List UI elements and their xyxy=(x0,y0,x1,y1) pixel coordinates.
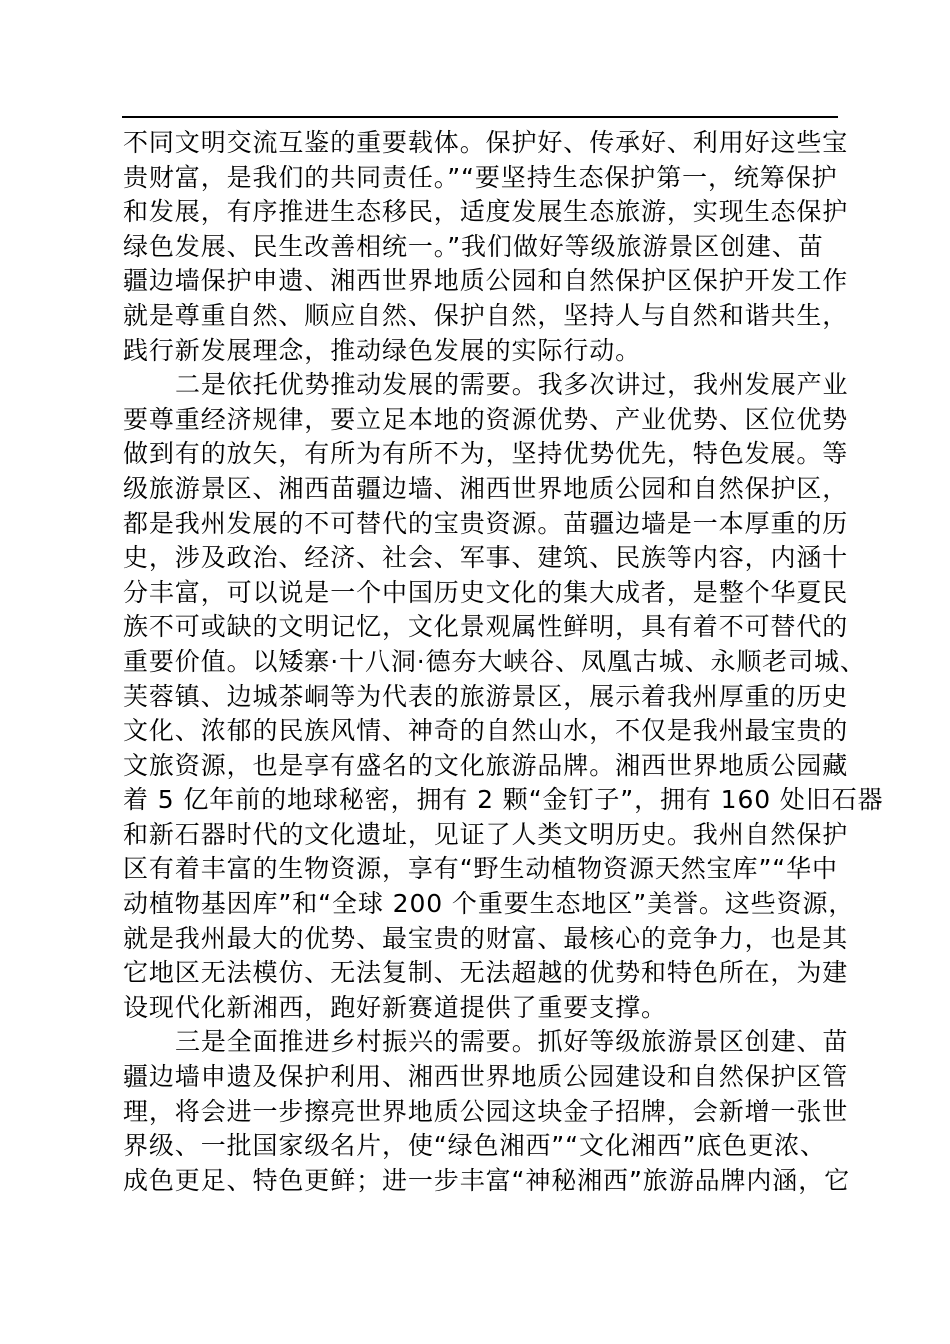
text-line: 践行新发展理念，推动绿色发展的实际行动。 xyxy=(123,335,642,365)
text-line: 芙蓉镇、边城茶峒等为代表的旅游景区，展示着我州厚重的历史 xyxy=(123,681,849,711)
text-line: 分丰富，可以说是一个中国历史文化的集大成者，是整个华夏民 xyxy=(123,577,849,607)
text-line: 就是我州最大的优势、最宝贵的财富、最核心的竞争力，也是其 xyxy=(123,923,849,953)
text-line: 区有着丰富的生物资源，享有“野生动植物资源天然宝库”“华中 xyxy=(123,854,838,884)
text-line: 就是尊重自然、顺应自然、保护自然，坚持人与自然和谐共生， xyxy=(123,300,849,330)
text-line: 界级、一批国家级名片，使“绿色湘西”“文化湘西”底色更浓、 xyxy=(123,1131,826,1161)
text-line: 重要价值。以矮寨·十八洞·德夯大峡谷、凤凰古城、永顺老司城、 xyxy=(123,646,866,676)
text-line: 贵财富，是我们的共同责任。”“要坚持生态保护第一，统筹保护 xyxy=(123,162,838,192)
text-line: 史，涉及政治、经济、社会、军事、建筑、民族等内容，内涵十 xyxy=(123,543,849,573)
body-text xyxy=(123,126,884,1198)
text-line: 都是我州发展的不可替代的宝贵资源。苗疆边墙是一本厚重的历 xyxy=(123,508,849,538)
text-line: 和发展，有序推进生态移民，适度发展生态旅游，实现生态保护 xyxy=(123,197,849,227)
paragraph-start-line: 二是依托优势推动发展的需要。我多次讲过，我州发展产业 xyxy=(175,370,849,400)
text-line: 级旅游景区、湘西苗疆边墙、湘西世界地质公园和自然保护区， xyxy=(123,473,849,503)
text-line: 它地区无法模仿、无法复制、无法超越的优势和特色所在，为建 xyxy=(123,958,849,988)
text-line: 成色更足、特色更鲜；进一步丰富“神秘湘西”旅游品牌内涵，它 xyxy=(123,1165,851,1195)
text-line: 疆边墙保护申遗、湘西世界地质公园和自然保护区保护开发工作 xyxy=(123,266,849,296)
text-line: 动植物基因库”和“全球 200 个重要生态地区”美誉。这些资源， xyxy=(123,889,855,919)
text-line: 和新石器时代的文化遗址，见证了人类文明历史。我州自然保护 xyxy=(123,819,849,849)
text-line: 族不可或缺的文明记忆，文化景观属性鲜明，具有着不可替代的 xyxy=(123,612,849,642)
paragraph-start-line: 三是全面推进乡村振兴的需要。抓好等级旅游景区创建、苗 xyxy=(175,1027,849,1057)
text-line: 文化、浓郁的民族风情、神奇的自然山水，不仅是我州最宝贵的 xyxy=(123,716,849,746)
text-line: 绿色发展、民生改善相统一。”我们做好等级旅游景区创建、苗 xyxy=(123,231,824,261)
text-line: 设现代化新湘西，跑好新赛道提供了重要支撑。 xyxy=(123,992,667,1022)
text-line: 理，将会进一步擦亮世界地质公园这块金子招牌，会新增一张世 xyxy=(123,1096,849,1126)
text-line: 做到有的放矢，有所为有所不为，坚持优势优先，特色发展。等 xyxy=(123,439,849,469)
text-line: 要尊重经济规律，要立足本地的资源优势、产业优势、区位优势 xyxy=(123,404,849,434)
text-line: 着 5 亿年前的地球秘密，拥有 2 颗“金钉子”，拥有 160 处旧石器 xyxy=(123,785,884,815)
header-rule xyxy=(122,116,838,118)
text-line: 文旅资源，也是享有盛名的文化旅游品牌。湘西世界地质公园藏 xyxy=(123,750,849,780)
text-line: 疆边墙申遗及保护利用、湘西世界地质公园建设和自然保护区管 xyxy=(123,1062,849,1092)
text-line: 不同文明交流互鉴的重要载体。保护好、传承好、利用好这些宝 xyxy=(123,128,849,157)
